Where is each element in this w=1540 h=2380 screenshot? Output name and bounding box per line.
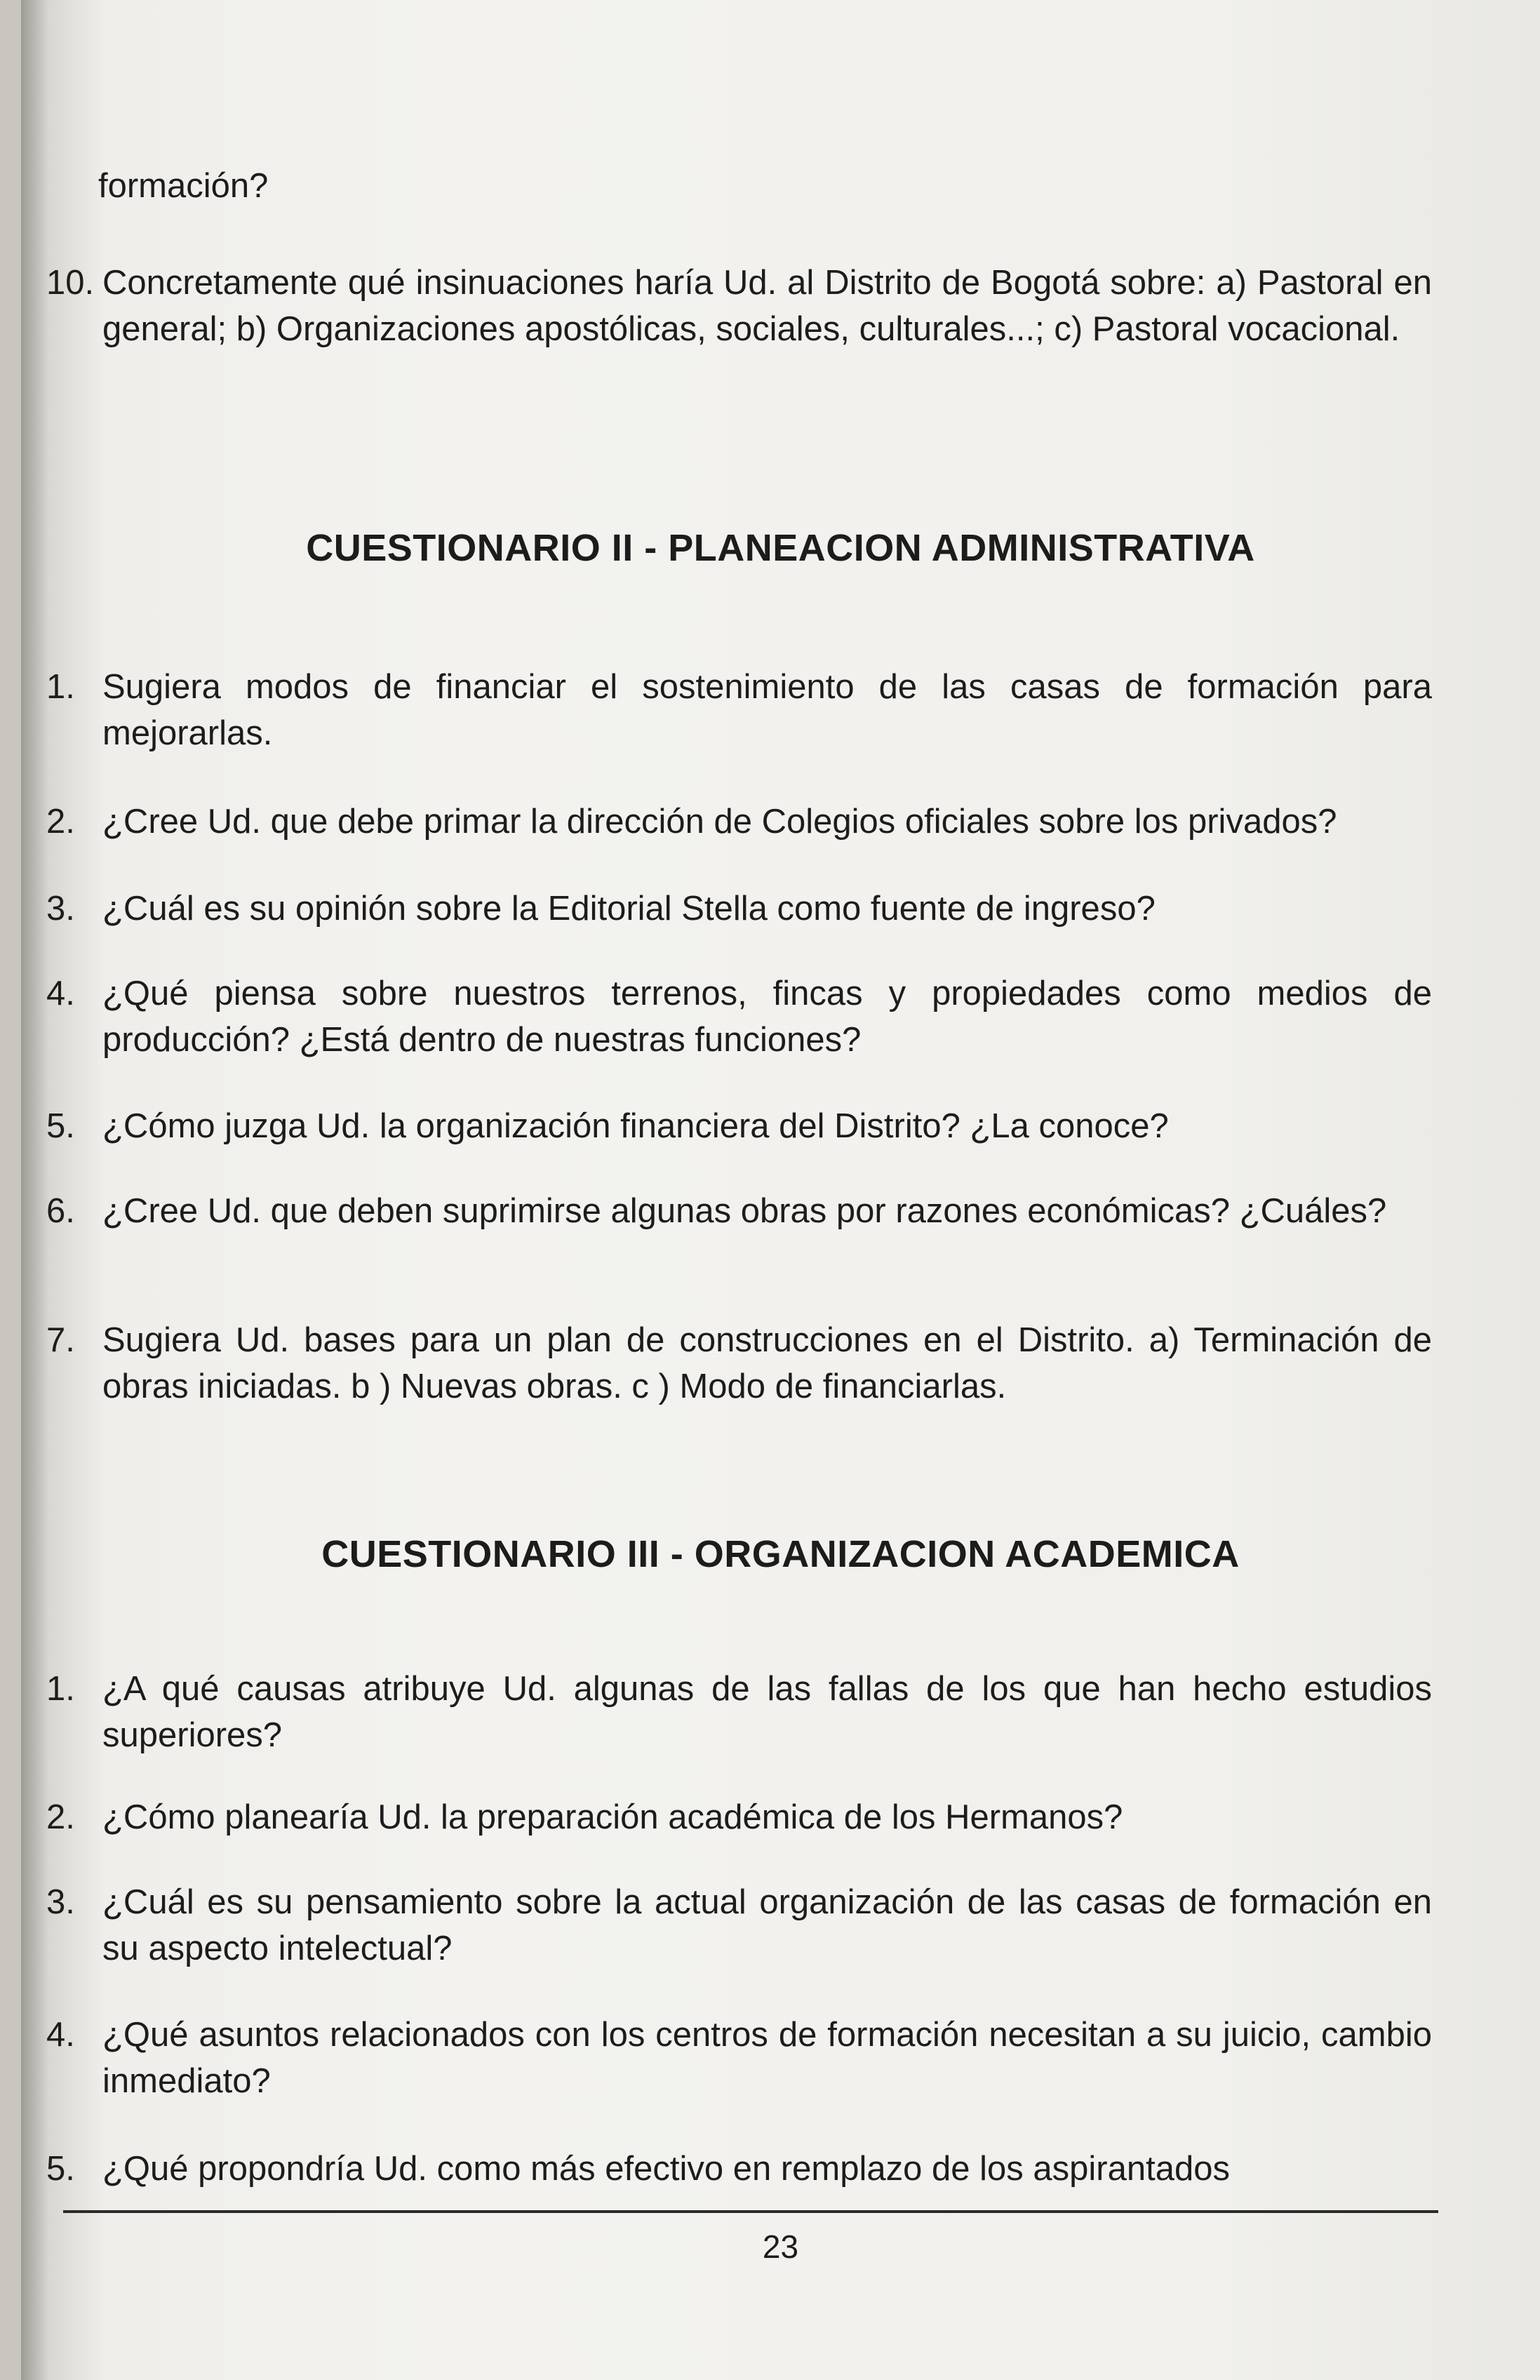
item-number: 4. <box>46 2016 75 2054</box>
item-number: 1. <box>46 668 75 706</box>
item-text: ¿Qué piensa sobre nuestros terrenos, fincas y propiedades como medios de producción? ¿Está dentro de nuestras funciones? <box>102 975 1432 1059</box>
item-text: ¿Cómo juzga Ud. la organización financiera del Distrito? ¿La conoce? <box>102 1107 1169 1145</box>
item-text: Concretamente qué insinuaciones haría Ud. al Distrito de Bogotá sobre: a) Pastoral en general; b) Organizaciones apostólicas, sociales, culturales...; c) Pastoral vocacional. <box>102 264 1432 348</box>
item-number: 4. <box>46 975 75 1012</box>
page-number: 23 <box>762 2228 799 2265</box>
item-number: 3. <box>46 1883 75 1921</box>
item-number: 2. <box>46 803 75 841</box>
item-text: Sugiera modos de financiar el sostenimiento de las casas de formación para mejorarlas. <box>102 668 1432 752</box>
item-text: ¿Cuál es su opinión sobre la Editorial Stella como fuente de ingreso? <box>102 890 1156 928</box>
item-number: 2. <box>46 1798 75 1836</box>
item-number: 3. <box>46 890 75 928</box>
section-3-heading: CUESTIONARIO III - ORGANIZACION ACADEMICA <box>321 1533 1240 1575</box>
item-number: 5. <box>46 1107 75 1145</box>
intro-fragment: formación? <box>98 167 269 205</box>
item-text: ¿Cómo planearía Ud. la preparación académica de los Hermanos? <box>102 1798 1123 1836</box>
section-2-heading: CUESTIONARIO II - PLANEACION ADMINISTRATIVA <box>306 527 1255 569</box>
item-number: 6. <box>46 1192 75 1230</box>
item-number: 5. <box>46 2150 75 2188</box>
item-text: Sugiera Ud. bases para un plan de construcciones en el Distrito. a) Terminación de obras iniciadas. b ) Nuevas obras. c ) Modo de financiarlas. <box>102 1321 1432 1405</box>
item-text: ¿Cree Ud. que debe primar la dirección de Colegios oficiales sobre los privados? <box>102 803 1337 841</box>
footer-rule <box>63 2210 1438 2213</box>
item-text: ¿Qué propondría Ud. como más efectivo en remplazo de los aspirantados <box>102 2150 1230 2188</box>
item-number: 10. <box>46 264 95 302</box>
item-text: ¿Cuál es su pensamiento sobre la actual organización de las casas de formación en su aspecto intelectual? <box>102 1883 1432 1967</box>
document-page <box>21 0 1540 2380</box>
item-text: ¿A qué causas atribuye Ud. algunas de las fallas de los que han hecho estudios superiores? <box>102 1670 1432 1754</box>
item-number: 7. <box>46 1321 75 1359</box>
item-text: ¿Cree Ud. que deben suprimirse algunas obras por razones económicas? ¿Cuáles? <box>102 1192 1387 1230</box>
item-number: 1. <box>46 1670 75 1708</box>
item-text: ¿Qué asuntos relacionados con los centros de formación necesitan a su juicio, cambio inmediato? <box>102 2016 1432 2100</box>
